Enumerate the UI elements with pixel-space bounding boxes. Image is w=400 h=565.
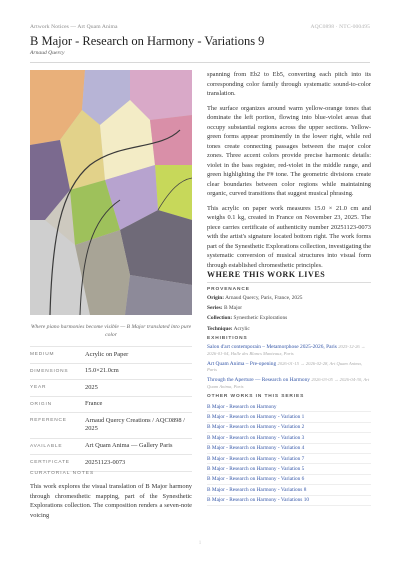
exhibition-dates: 2026-01-15 → 2026-02-28, Art Quam Anima, Paris — [207, 360, 362, 373]
exhibition-link[interactable]: Through the Aperture — Research on Harmony — [207, 377, 310, 384]
metadata-row — [30, 454, 192, 472]
other-work-link[interactable]: B Major - Research on Harmony - Variations 8 — [207, 485, 371, 495]
provenance-heading: PROVENANCE — [207, 287, 250, 292]
provenance-row — [207, 315, 371, 322]
exhibition-link[interactable]: Art Quam Anima – Pre-opening — [207, 360, 277, 367]
provenance-row — [207, 295, 371, 302]
provenance-value: B Major — [223, 305, 243, 312]
provenance-value: Arnaud Quercy, Paris, France, 2025 — [225, 295, 303, 301]
other-work-link[interactable]: B Major - Research on Harmony - Variation 4 — [207, 444, 371, 454]
where-divider — [207, 282, 371, 283]
metadata-value: Acrylic on Paper — [85, 350, 129, 358]
where-heading: WHERE THIS WORK LIVES — [207, 270, 326, 279]
metadata-row — [30, 363, 192, 380]
curatorial-text: This work explores the visual translation of B Major harmony through chromesthetic mapping, part of the Synesthetic Explorations collection. The composition renders a seven-note voicing — [30, 483, 192, 519]
metadata-key: CERTIFICATE — [30, 460, 70, 466]
other-works-list — [207, 402, 371, 506]
metadata-key: AVAILABLE — [30, 443, 63, 449]
exhibition-item — [207, 377, 371, 391]
metadata-value: France — [85, 400, 103, 408]
other-works-heading: OTHER WORKS IN THIS SERIES — [207, 394, 305, 400]
reference-code: AQC0898 · NTC-000495 — [310, 24, 370, 30]
exhibition-item — [207, 344, 371, 358]
page-number: 1 — [198, 541, 202, 546]
other-work-link[interactable]: B Major - Research on Harmony — [207, 402, 371, 412]
other-work-link[interactable]: B Major - Research on Harmony - Variation 5 — [207, 464, 371, 474]
metadata-table — [30, 346, 192, 472]
exhibitions-heading: EXHIBITIONS — [207, 335, 248, 341]
metadata-row — [30, 412, 192, 437]
provenance-value: Synesthetic Explorations — [233, 315, 288, 322]
provenance-key: Collection: — [207, 315, 233, 322]
curatorial-heading: CURATORIAL NOTES — [30, 471, 95, 476]
description-column — [207, 70, 371, 275]
metadata-key: ORIGIN — [30, 401, 52, 407]
metadata-row — [30, 396, 192, 413]
description-paragraph: The surface organizes around warm yellow-orange tones that dominate the left portion, flowing into blue-violet areas that occupy substantial regions across the upper sections. Yellow-green forms appear prominently in the lower right, while red tones create connecting passages between the major color zones. Three accent colors provide precise harmonic details: violet in the bass register, red-violet in the middle range, and green highlighting the F# tone. The geometric divisions create clear boundaries between color regions while maintaining organic, curved transitions that suggest musical phrasing. — [207, 104, 371, 197]
top-bar — [30, 24, 370, 30]
artwork-caption: Where piano harmonies become visible — B Major translated into pure color — [30, 324, 192, 338]
header-divider — [30, 62, 370, 63]
metadata-row — [30, 379, 192, 396]
page-title: B Major - Research on Harmony - Variations 9 — [30, 34, 265, 48]
metadata-row — [30, 438, 192, 455]
provenance-key: Series: — [207, 305, 223, 312]
other-work-link[interactable]: B Major - Research on Harmony - Variations 10 — [207, 496, 371, 506]
exhibition-item — [207, 361, 371, 375]
provenance-value: Acrylic — [233, 325, 250, 332]
provenance-row — [207, 305, 371, 312]
provenance-key: Technique: — [207, 325, 233, 332]
artist-name: Arnaud Quercy — [30, 50, 65, 56]
other-work-link[interactable]: B Major - Research on Harmony - Variation 7 — [207, 454, 371, 464]
where-section — [207, 287, 371, 506]
metadata-value: Arnaud Quercy Creations / AQC0898 / 2025 — [85, 416, 185, 433]
metadata-value: 15.0×21.0cm — [85, 367, 119, 375]
breadcrumb[interactable]: Artwork Notices — Art Quam Anima — [30, 24, 118, 30]
metadata-key: MEDIUM — [30, 352, 55, 357]
provenance-row — [207, 326, 371, 333]
other-work-link[interactable]: B Major - Research on Harmony - Variation 1 — [207, 412, 371, 422]
exhibition-link[interactable]: Salon d'art contemporain – Metamorphose 2025-2026, Paris — [207, 343, 337, 350]
other-work-link[interactable]: B Major - Research on Harmony - Variation 2 — [207, 423, 371, 433]
metadata-key: YEAR — [30, 385, 47, 391]
description-paragraph: This acrylic on paper work measures 15.0 × 21.0 cm and weighs 0.1 kg, created in France on November 23, 2025. The piece carries certificate of authenticity number 20251123-0073 with the artist's signature located bottom right. The work forms part of the Synesthetic Explorations collection, investigating the systematic conversion of musical structures into visual form through established chromesthetic principles. — [207, 204, 371, 269]
artwork-image — [30, 70, 192, 315]
other-work-link[interactable]: B Major - Research on Harmony - Variation 3 — [207, 433, 371, 443]
metadata-value: 20251123-0073 — [85, 458, 126, 466]
description-paragraph: spanning from Eb2 to Eb5, converting each pitch into its corresponding color family through systematic sound-to-color translation. — [207, 71, 371, 97]
metadata-value: Art Quam Anima — Gallery Paris — [85, 442, 173, 450]
metadata-value: 2025 — [85, 383, 98, 391]
metadata-key: DIMENSIONS — [30, 368, 69, 374]
exhibition-dates: 2026-03-05 → 2026-04-30, Art Quam Anima, Paris — [207, 377, 370, 390]
metadata-row — [30, 346, 192, 363]
provenance-key: Origin: — [207, 295, 225, 301]
metadata-key: REFERENCE — [30, 418, 67, 424]
exhibition-dates: 2025-12-26 → 2026-01-04, Halle des Blancs Manteaux, Paris — [207, 343, 366, 356]
other-work-link[interactable]: B Major - Research on Harmony - Variation 6 — [207, 475, 371, 485]
